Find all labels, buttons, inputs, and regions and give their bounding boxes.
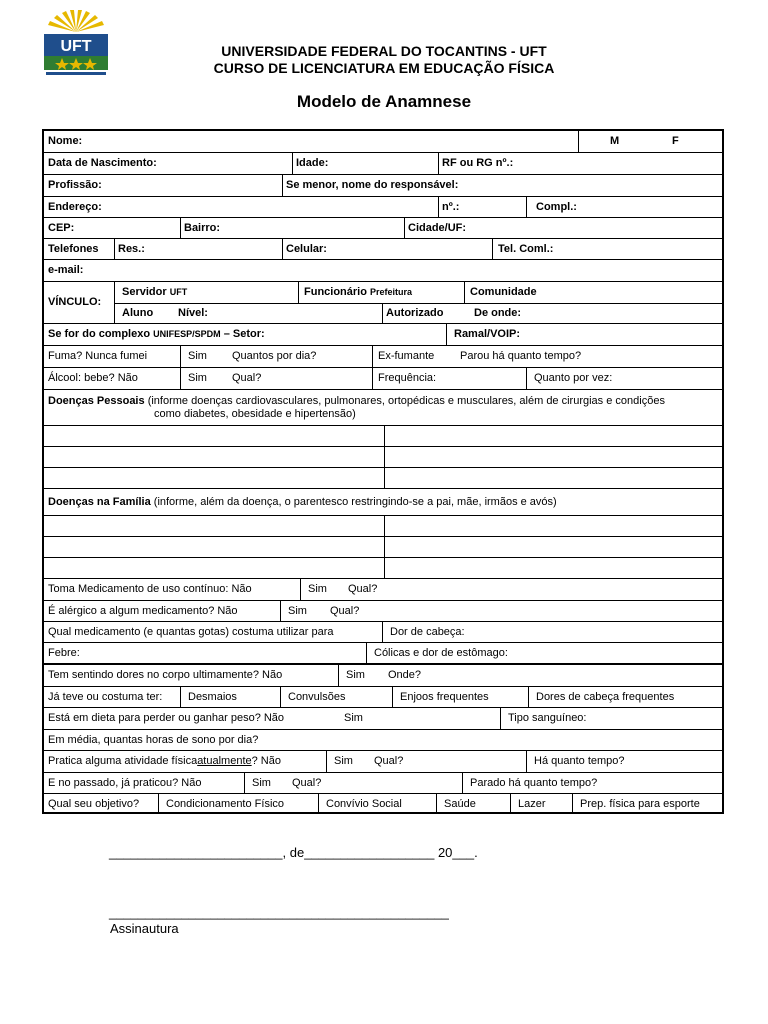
- compl-field[interactable]: Compl.:: [536, 200, 577, 213]
- saude-option[interactable]: Saúde: [444, 797, 476, 810]
- alergico-qual-field[interactable]: Qual?: [330, 604, 360, 617]
- doencas-familia-text: Doenças na Família (informe, além da doença, o parentesco restringindo-se a pai, mãe, irmãos e avós): [48, 495, 557, 508]
- bairro-field[interactable]: Bairro:: [184, 221, 221, 234]
- medicamento-qual-field[interactable]: Qual?: [348, 583, 378, 595]
- row-profissao: [44, 175, 722, 197]
- doencas-familia-line[interactable]: [44, 537, 722, 558]
- autorizado-option[interactable]: Autorizado: [386, 307, 444, 319]
- row-alergico: [44, 601, 722, 622]
- fuma-sim-option[interactable]: Sim: [188, 350, 207, 362]
- signature-line[interactable]: _______________________________________________: [109, 905, 449, 920]
- row-doencas-familia-header: [44, 489, 722, 516]
- tipo-sanguineo-field[interactable]: Tipo sanguíneo:: [508, 712, 587, 724]
- convulsoes-option[interactable]: Convulsões: [288, 690, 346, 703]
- alcool-sim-option[interactable]: Sim: [188, 372, 207, 384]
- medicamento-nao-option[interactable]: Toma Medicamento de uso contínuo: Não: [48, 583, 252, 595]
- cep-field[interactable]: CEP:: [48, 221, 75, 234]
- cidade-uf-field[interactable]: Cidade/UF:: [408, 221, 467, 234]
- row-dieta: [44, 708, 722, 730]
- telefones-label: Telefones: [48, 242, 99, 255]
- sex-m-option[interactable]: M: [610, 135, 620, 147]
- alergico-nao-option[interactable]: É alérgico a algum medicamento? Não: [48, 604, 238, 617]
- row-alcool: [44, 368, 722, 390]
- dieta-sim-option[interactable]: Sim: [344, 712, 363, 724]
- row-passado: [44, 773, 722, 794]
- anamnese-form: [42, 129, 724, 814]
- res-phone-field[interactable]: Res.:: [118, 242, 145, 255]
- ja-teve-label: Já teve ou costuma ter:: [48, 690, 163, 703]
- servidor-option[interactable]: Servidor UFT: [122, 286, 188, 298]
- row-ja-teve: [44, 687, 722, 708]
- doencas-pessoais-line[interactable]: [44, 468, 722, 489]
- passado-qual-field[interactable]: Qual?: [292, 776, 322, 789]
- row-email: [44, 260, 722, 282]
- page-title: Modelo de Anamnese: [296, 92, 472, 111]
- alergico-sim-option[interactable]: Sim: [288, 604, 307, 617]
- data-nascimento-field[interactable]: Data de Nascimento:: [48, 157, 157, 169]
- university-name: UNIVERSIDADE FEDERAL DO TOCANTINS - UFT: [221, 43, 547, 59]
- row-endereco: [44, 197, 722, 218]
- row-vinculo: [44, 282, 722, 324]
- febre-field[interactable]: Febre:: [48, 646, 80, 659]
- aluno-option[interactable]: Aluno: [122, 307, 154, 319]
- alcool-qual-field[interactable]: Qual?: [232, 372, 262, 384]
- medicamento-sim-option[interactable]: Sim: [308, 583, 327, 595]
- doencas-pessoais-text: Doenças Pessoais (informe doenças cardiovasculares, pulmonares, ortopédicas e musculares, além de cirurgias e condições como diabetes, obesidade e hipertensão): [48, 395, 665, 420]
- row-fuma: [44, 346, 722, 368]
- dores-onde-field[interactable]: Onde?: [388, 669, 422, 681]
- convivio-option[interactable]: Convívio Social: [326, 797, 402, 810]
- vinculo-label: VÍNCULO:: [48, 296, 102, 308]
- row-nascimento: [44, 153, 722, 175]
- objetivo-label: Qual seu objetivo?: [48, 797, 140, 810]
- quanto-vez-field[interactable]: Quanto por vez:: [534, 372, 613, 384]
- row-nome: [44, 131, 722, 153]
- gotas-label: Qual medicamento (e quantas gotas) costuma utilizar para: [48, 625, 334, 638]
- nome-label: Nome:: [48, 135, 83, 147]
- frequencia-field[interactable]: Frequência:: [378, 372, 437, 384]
- enjoos-option[interactable]: Enjoos frequentes: [400, 690, 489, 703]
- email-field[interactable]: e-mail:: [48, 264, 84, 276]
- row-gotas: [44, 622, 722, 643]
- dieta-nao-option[interactable]: Está em dieta para perder ou ganhar peso? Não: [48, 712, 285, 724]
- row-medicamento: [44, 579, 722, 601]
- dores-cabeca-option[interactable]: Dores de cabeça frequentes: [536, 690, 675, 703]
- parou-field[interactable]: Parou há quanto tempo?: [460, 350, 582, 362]
- horas-sono-field[interactable]: Em média, quantas horas de sono por dia?: [48, 733, 259, 746]
- celular-field[interactable]: Celular:: [286, 242, 327, 255]
- prep-esporte-option[interactable]: Prep. física para esporte: [580, 797, 700, 810]
- nome-field[interactable]: [44, 131, 578, 152]
- alcool-nao-option[interactable]: Álcool: bebe? Não: [48, 372, 138, 384]
- tel-coml-field[interactable]: Tel. Coml.:: [498, 242, 554, 255]
- course-name: CURSO DE LICENCIATURA EM EDUCAÇÃO FÍSICA: [213, 60, 555, 76]
- profissao-field[interactable]: Profissão:: [48, 179, 102, 191]
- fuma-nunca-option[interactable]: Fuma? Nunca fumei: [48, 350, 148, 362]
- row-febre: [44, 643, 722, 665]
- funcionario-option[interactable]: Funcionário Prefeitura: [304, 286, 413, 298]
- passado-sim-option[interactable]: Sim: [252, 776, 271, 789]
- desmaios-option[interactable]: Desmaios: [188, 690, 237, 703]
- sex-f-option[interactable]: F: [672, 135, 679, 147]
- ha-quanto-tempo-field[interactable]: Há quanto tempo?: [534, 755, 625, 767]
- setor-field[interactable]: Se for do complexo UNIFESP/SPDM – Setor:: [48, 328, 265, 340]
- parado-field[interactable]: Parado há quanto tempo?: [470, 776, 598, 789]
- row-complexo: [44, 324, 722, 346]
- doencas-familia-line[interactable]: [44, 516, 722, 537]
- logo-text: UFT: [60, 38, 92, 55]
- row-horas-sono: [44, 730, 722, 751]
- dores-nao-option[interactable]: Tem sentindo dores no corpo ultimamente? Não: [48, 669, 283, 681]
- row-objetivo: [44, 794, 722, 814]
- atividade-nao-option[interactable]: Pratica alguma atividade física atualmente ? Não: [48, 755, 281, 767]
- nivel-field[interactable]: Nível:: [178, 307, 208, 319]
- idade-field[interactable]: Idade:: [296, 157, 329, 169]
- row-cep: [44, 218, 722, 239]
- comunidade-option[interactable]: Comunidade: [470, 286, 537, 298]
- de-onde-field[interactable]: De onde:: [474, 307, 522, 319]
- row-dores-corpo: [44, 665, 722, 687]
- lazer-option[interactable]: Lazer: [518, 797, 546, 810]
- doencas-familia-line[interactable]: [44, 558, 722, 579]
- atividade-qual-field[interactable]: Qual?: [374, 755, 404, 767]
- dor-cabeca-field[interactable]: Dor de cabeça:: [390, 625, 465, 638]
- sun-rays-icon: [48, 10, 104, 32]
- passado-nao-option[interactable]: E no passado, já praticou? Não: [48, 776, 202, 789]
- numero-field[interactable]: nº.:: [442, 200, 460, 213]
- row-telefones: [44, 239, 722, 260]
- condicionamento-option[interactable]: Condicionamento Físico: [166, 797, 285, 810]
- colicas-field[interactable]: Cólicas e dor de estômago:: [374, 646, 508, 659]
- endereco-field[interactable]: Endereço:: [48, 200, 102, 213]
- doencas-pessoais-line[interactable]: [44, 426, 722, 447]
- signature-label: Assinautura: [110, 921, 179, 936]
- rf-rg-field[interactable]: RF ou RG nº.:: [442, 157, 514, 169]
- quantos-dia-field[interactable]: Quantos por dia?: [232, 350, 317, 362]
- date-line[interactable]: ________________________, de__________________ 20___.: [109, 845, 478, 860]
- ramal-field[interactable]: Ramal/VOIP:: [454, 328, 521, 340]
- responsavel-field[interactable]: Se menor, nome do responsável:: [286, 179, 459, 191]
- dores-sim-option[interactable]: Sim: [346, 669, 365, 681]
- row-doencas-pessoais-header: [44, 390, 722, 426]
- atividade-sim-option[interactable]: Sim: [334, 755, 353, 767]
- doencas-pessoais-line[interactable]: [44, 447, 722, 468]
- row-atividade: [44, 751, 722, 773]
- ex-fumante-option[interactable]: Ex-fumante: [378, 350, 435, 362]
